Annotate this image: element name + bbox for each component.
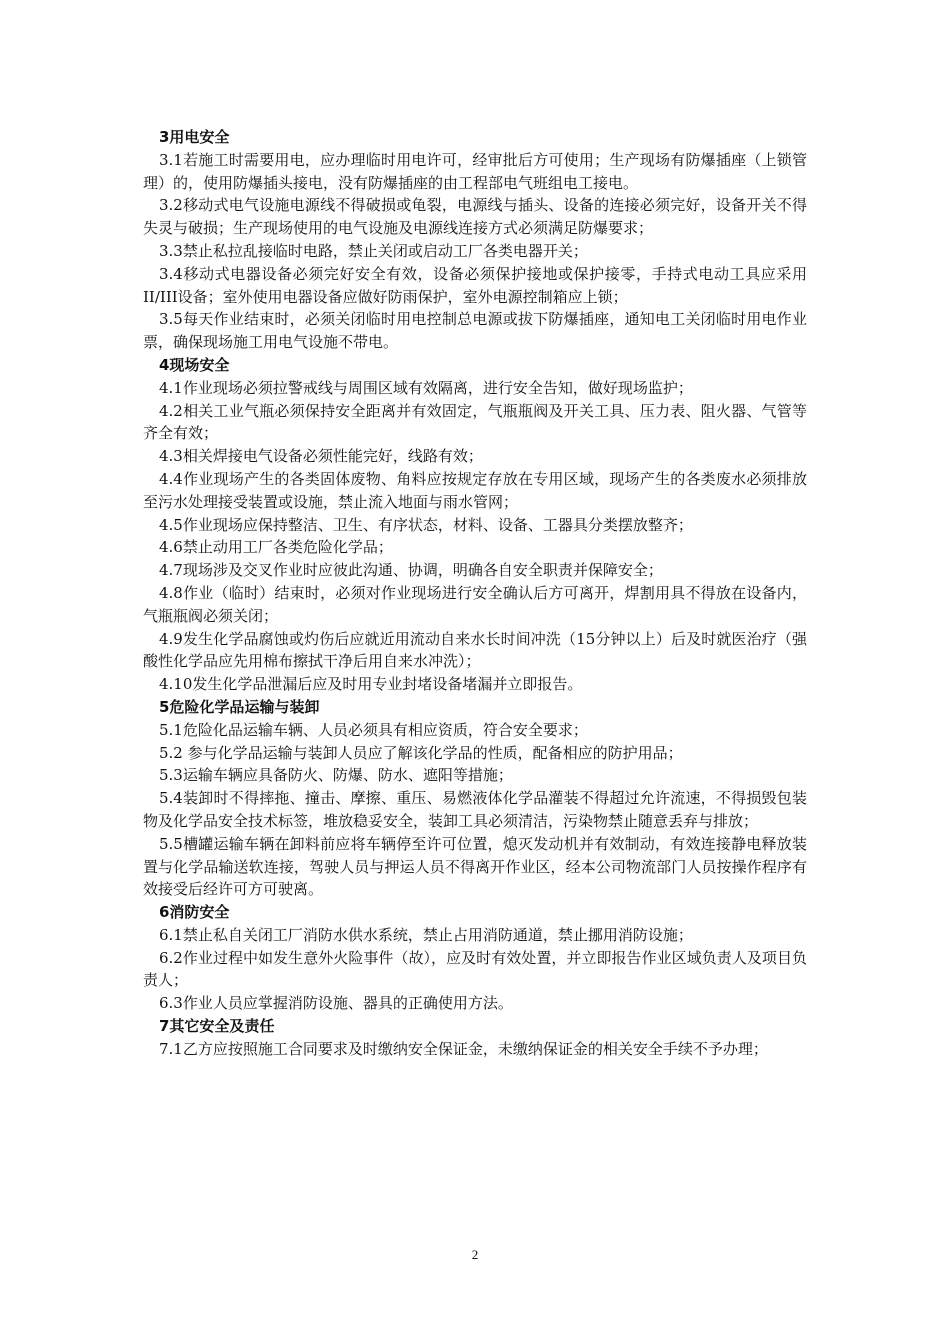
clause-paragraph: 4.1作业现场必须拉警戒线与周围区域有效隔离，进行安全告知，做好现场监护； [159, 378, 693, 397]
clause-paragraph: 3.2移动式电气设施电源线不得破损或龟裂，电源线与插头、设备的连接必须完好，设备开关不得失灵与破损；生产现场使用的电气设施及电源线连接方式必须满足防爆要求； [143, 196, 807, 238]
clause-paragraph: 4.10发生化学品泄漏后应及时用专业封堵设备堵漏并立即报告。 [159, 675, 583, 694]
clause-paragraph: 4.9发生化学品腐蚀或灼伤后应就近用流动自来水长时间冲洗（15分钟以上）后及时就医治疗（强酸性化学品应先用棉布擦拭干净后用自来水冲洗）； [143, 629, 807, 671]
section-heading: 6消防安全 [159, 903, 230, 922]
section-heading: 5危险化学品运输与装卸 [159, 697, 320, 716]
section-heading: 3用电安全 [159, 128, 230, 146]
clause-paragraph: 5.4装卸时不得摔拖、撞击、摩擦、重压、易燃液体化学品灌装不得超过允许流速，不得损毁包装物及化学品安全技术标签，堆放稳妥安全，装卸工具必须清洁，污染物禁止随意丢弃与排放； [143, 789, 807, 830]
clause-paragraph: 4.6禁止动用工厂各类危险化学品； [159, 538, 393, 557]
section-heading: 7其它安全及责任 [159, 1017, 275, 1036]
document-body [143, 126, 807, 1061]
clause-paragraph: 4.4作业现场产生的各类固体废物、角料应按规定存放在专用区域，现场产生的各类废水必须排放至污水处理接受装置或设施，禁止流入地面与雨水管网； [143, 469, 807, 511]
clause-paragraph: 3.3禁止私拉乱接临时电路，禁止关闭或启动工厂各类电器开关； [159, 241, 588, 260]
clause-paragraph: 6.3作业人员应掌握消防设施、器具的正确使用方法。 [159, 994, 513, 1013]
clause-paragraph: 6.1禁止私自关闭工厂消防水供水系统，禁止占用消防通道，禁止挪用消防设施； [159, 925, 693, 944]
clause-paragraph: 4.5作业现场应保持整洁、卫生、有序状态，材料、设备、工器具分类摆放整齐； [159, 515, 693, 534]
clause-paragraph: 6.2作业过程中如发生意外火险事件（故），应及时有效处置，并立即报告作业区域负责人及项目负责人； [143, 948, 807, 990]
clause-paragraph: 7.1乙方应按照施工合同要求及时缴纳安全保证金，未缴纳保证金的相关安全手续不予办理； [159, 1039, 768, 1058]
clause-paragraph: 4.2相关工业气瓶必须保持安全距离并有效固定，气瓶瓶阀及开关工具、压力表、阻火器、气管等齐全有效； [143, 401, 807, 443]
clause-paragraph: 5.2 参与化学品运输与装卸人员应了解该化学品的性质，配备相应的防护用品； [159, 743, 683, 762]
clause-paragraph: 4.3相关焊接电气设备必须性能完好，线路有效； [159, 447, 483, 466]
clause-paragraph: 3.1若施工时需要用电，应办理临时用电许可，经审批后方可使用；生产现场有防爆插座（上锁管理）的，使用防爆插头接电，没有防爆插座的由工程部电气班组电工接电。 [143, 150, 807, 192]
page-number: 2 [471, 1247, 479, 1262]
clause-paragraph: 5.5槽罐运输车辆在卸料前应将车辆停至许可位置，熄灭发动机并有效制动，有效连接静电释放装置与化学品输送软连接，驾驶人员与押运人员不得离开作业区，经本公司物流部门人员按操作程序有效接受后经许可方可驶离。 [143, 834, 807, 899]
clause-paragraph: 3.5每天作业结束时，必须关闭临时用电控制总电源或拔下防爆插座，通知电工关闭临时用电作业票，确保现场施工用电气设施不带电。 [143, 310, 807, 352]
clause-paragraph: 5.3运输车辆应具备防火、防爆、防水、遮阳等措施； [159, 766, 513, 785]
clause-paragraph: 3.4移动式电器设备必须完好安全有效，设备必须保护接地或保护接零，手持式电动工具应采用II/III设备；室外使用电器设备应做好防雨保护，室外电源控制箱应上锁； [143, 264, 807, 306]
clause-paragraph: 4.7现场涉及交叉作业时应彼此沟通、协调，明确各自安全职责并保障安全； [159, 561, 663, 580]
clause-paragraph: 5.1危险化品运输车辆、人员必须具有相应资质，符合安全要求； [159, 720, 588, 739]
clause-paragraph: 4.8作业（临时）结束时，必须对作业现场进行安全确认后方可离开，焊割用具不得放在设备内，气瓶瓶阀必须关闭； [143, 583, 807, 625]
section-heading: 4现场安全 [159, 355, 230, 374]
